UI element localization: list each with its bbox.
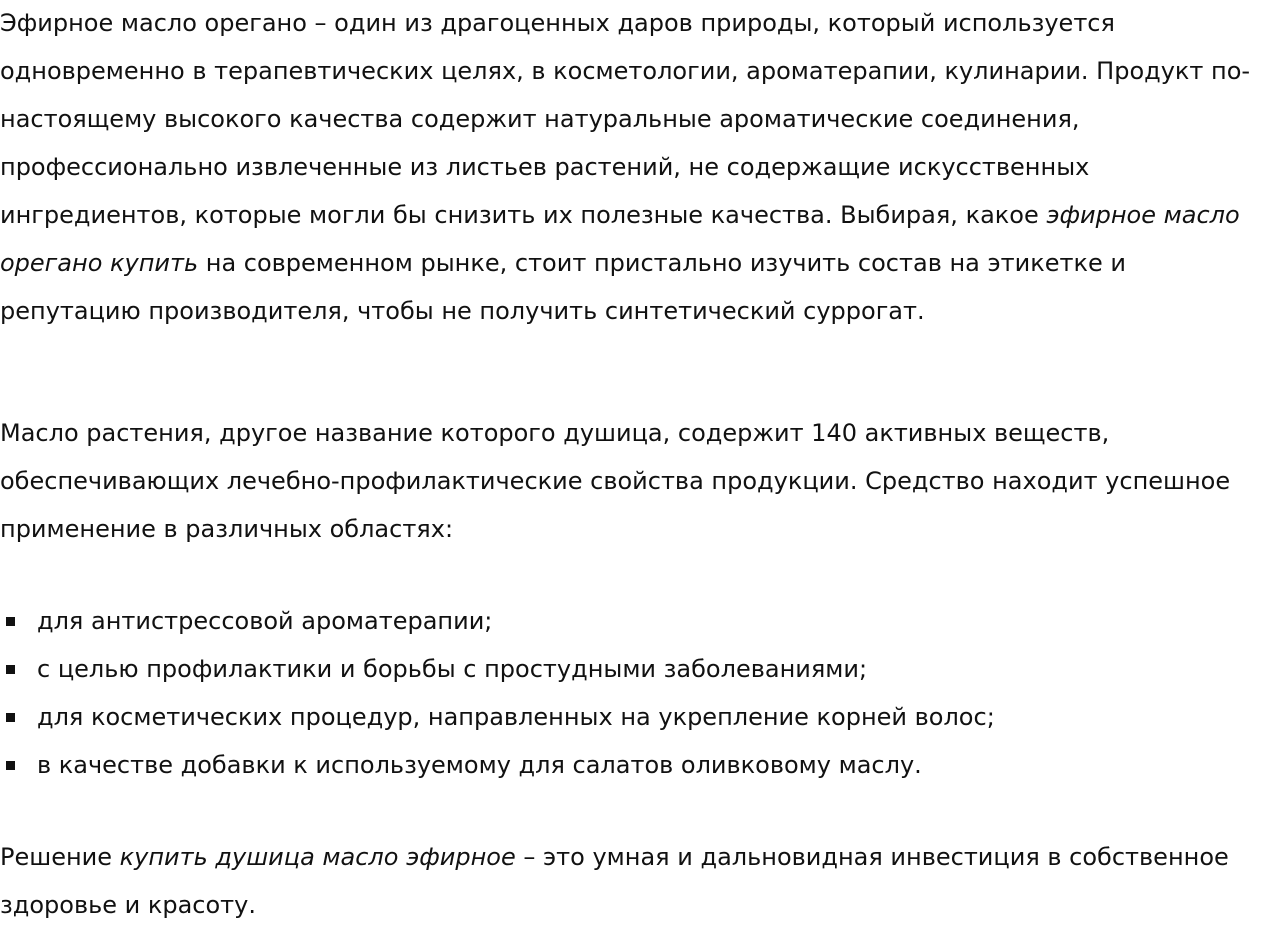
list-item: [0, 645, 1262, 693]
intro-paragraph: [0, 0, 1262, 335]
conclusion-emphasis: купить душица масло эфирное: [119, 843, 516, 871]
intro-text-start: Эфирное масло орегано – один из драгоценных даров природы, который используется одновременно в терапевтических целях, в косметологии, ароматерапии, кулинарии. Продукт по-настоящему высокого качества содержит натуральные ароматические соединения, профессионально извлеченные из листьев растений, не содержащие искусственных ингредиентов, которые могли бы снизить их полезные качества. Выбирая, какое: [0, 9, 1251, 229]
composition-paragraph: Масло растения, другое название которого душица, содержит 140 активных веществ, обеспечивающих лечебно-профилактические свойства продукции. Средство находит успешное применение в различных областях:: [0, 419, 1231, 543]
applications-list: [0, 597, 1262, 789]
square-bullet-icon: [6, 617, 15, 626]
conclusion-paragraph: [0, 833, 1262, 929]
intro-emphasis: эфирное масло орегано купить: [0, 201, 1240, 277]
intro-text-end: на современном рынке, стоит пристально изучить состав на этикетке и репутацию производителя, чтобы не получить синтетический суррогат.: [0, 249, 1126, 325]
list-item-text: с целью профилактики и борьбы с простудными заболеваниями;: [37, 655, 868, 683]
square-bullet-icon: [6, 761, 15, 770]
list-item-text: для косметических процедур, направленных на укрепление корней волос;: [37, 703, 995, 731]
conclusion-text-end: – это умная и дальновидная инвестиция в собственное здоровье и красоту.: [0, 843, 1229, 919]
list-item: [0, 741, 1262, 789]
conclusion-text-start: Решение: [0, 843, 120, 871]
square-bullet-icon: [6, 713, 15, 722]
list-item-text: для антистрессовой ароматерапии;: [37, 607, 493, 635]
list-item-text: в качестве добавки к используемому для салатов оливковому маслу.: [37, 751, 922, 779]
list-item: [0, 597, 1262, 645]
square-bullet-icon: [6, 665, 15, 674]
list-item: [0, 693, 1262, 741]
